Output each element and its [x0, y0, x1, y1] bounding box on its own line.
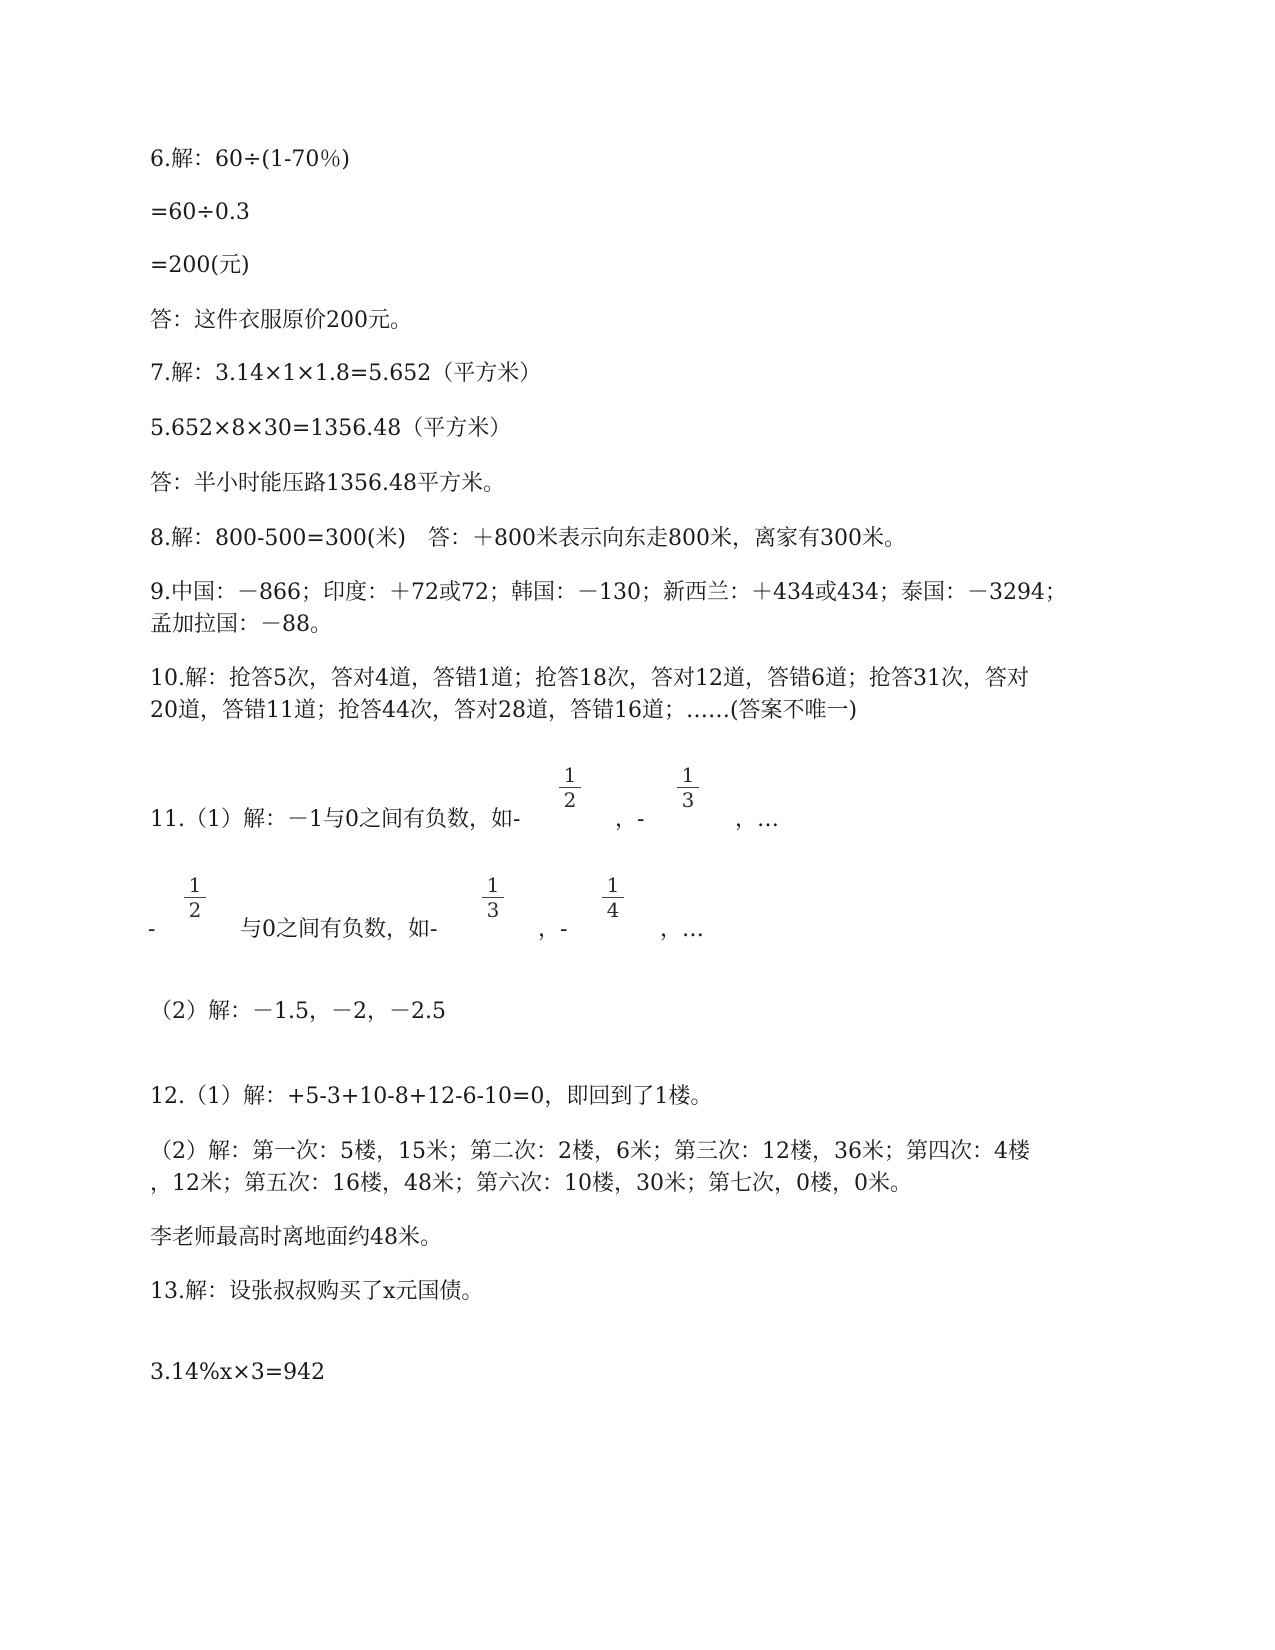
q11-line-2-text-b: 与0之间有负数，如-: [240, 917, 438, 942]
q11-line-1-text-c: ，…: [735, 807, 780, 832]
fraction-one-quarter: [602, 874, 624, 921]
fraction-numerator: 1: [677, 764, 699, 788]
q11-part-2: （2）解：－1.5，－2，－2.5: [150, 999, 446, 1024]
fraction-numerator: 1: [482, 874, 504, 898]
q11-line-2-text-c: ，-: [538, 917, 568, 942]
fraction-one-third: [482, 874, 504, 921]
q13-line-2: 3.14%x×3=942: [150, 1360, 326, 1385]
fraction-one-half: [559, 764, 581, 811]
q11-line-2-text-a: -: [148, 917, 156, 942]
q12-conclusion: 李老师最高时离地面约48米。: [150, 1225, 442, 1250]
q11-line-1-text-b: ，-: [615, 807, 645, 832]
q7-line-2: 5.652×8×30=1356.48（平方米）: [150, 416, 512, 441]
q6-line-2: =60÷0.3: [150, 200, 250, 225]
fraction-denominator: 3: [681, 788, 695, 812]
q12-part-2-line-2: ，12米；第五次：16楼，48米；第六次：10楼，30米；第七次，0楼，0米。: [150, 1171, 912, 1196]
q8-line: 8.解：800-500=300(米) 答：＋800米表示向东走800米，离家有300米。: [150, 526, 906, 551]
q7-answer: 答：半小时能压路1356.48平方米。: [150, 471, 505, 496]
q13-line-1: 13.解：设张叔叔购买了x元国债。: [150, 1279, 484, 1304]
q11-line-2-text-d: ，…: [660, 917, 705, 942]
fraction-numerator: 1: [559, 764, 581, 788]
fraction-one-half: [184, 874, 206, 921]
q10-line-2: 20道，答错11道；抢答44次，答对28道，答错16道；……(答案不唯一): [150, 698, 858, 723]
fraction-numerator: 1: [184, 874, 206, 898]
fraction-denominator: 2: [563, 788, 577, 812]
fraction-denominator: 3: [486, 898, 500, 922]
q10-line-1: 10.解：抢答5次，答对4道，答错1道；抢答18次，答对12道，答错6道；抢答31次，答对: [150, 666, 1029, 691]
q7-line-1: 7.解：3.14×1×1.8=5.652（平方米）: [150, 361, 542, 386]
q12-part-2-line-1: （2）解：第一次：5楼，15米；第二次：2楼，6米；第三次：12楼，36米；第四次：4楼: [150, 1139, 1030, 1164]
q12-part-1: 12.（1）解：+5-3+10-8+12-6-10=0，即回到了1楼。: [150, 1084, 713, 1109]
q6-answer: 答：这件衣服原价200元。: [150, 308, 412, 333]
q9-line-1: 9.中国：－866；印度：＋72或72；韩国：－130；新西兰：＋434或434；泰国：－3294；: [150, 580, 1067, 605]
q6-line-3: =200(元): [150, 253, 250, 278]
fraction-denominator: 4: [606, 898, 620, 922]
fraction-numerator: 1: [602, 874, 624, 898]
q11-line-1-text-a: 11.（1）解：－1与0之间有负数，如-: [150, 807, 521, 832]
fraction-denominator: 2: [188, 898, 202, 922]
q6-line-1: 6.解：60÷(1-70％): [150, 147, 351, 172]
q9-line-2: 孟加拉国：－88。: [150, 612, 332, 637]
fraction-one-third: [677, 764, 699, 811]
